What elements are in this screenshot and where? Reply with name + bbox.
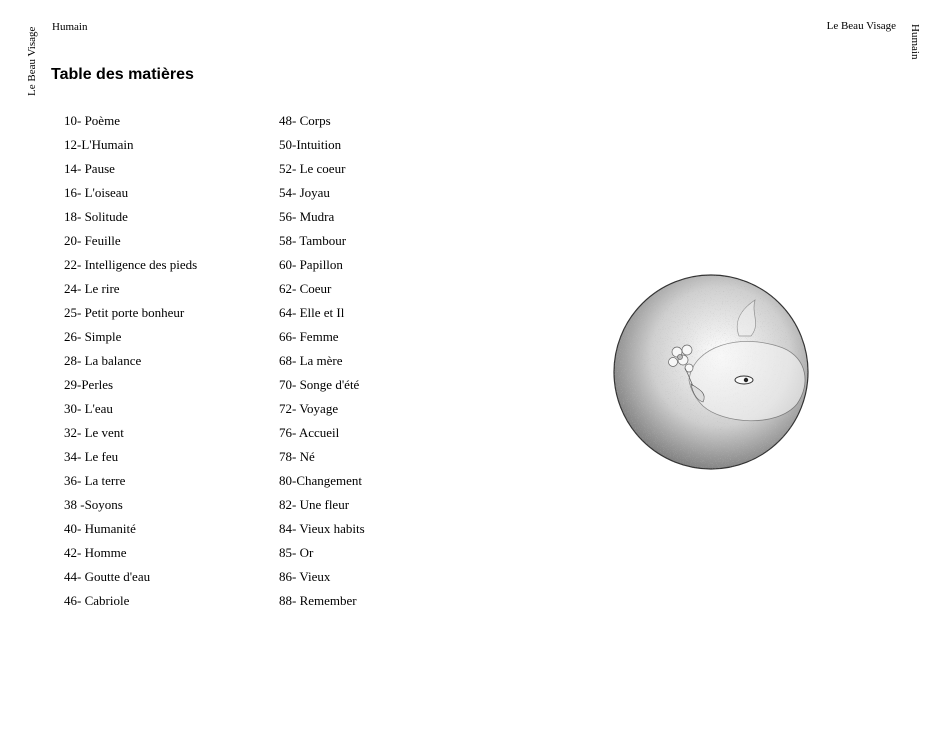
toc-entry: 38 -Soyons	[64, 497, 123, 512]
toc-entry: 36- La terre	[64, 473, 126, 488]
toc-entry: 32- Le vent	[64, 425, 124, 440]
toc-column-2	[279, 112, 365, 616]
toc-entry: 25- Petit porte bonheur	[64, 305, 185, 320]
toc-entry: 44- Goutte d'eau	[64, 569, 151, 584]
toc-entry: 30- L'eau	[64, 401, 113, 416]
toc-entry: 70- Songe d'été	[279, 377, 360, 392]
toc-entry: 84- Vieux habits	[279, 521, 365, 536]
toc-entry: 26- Simple	[64, 329, 122, 344]
side-title-right: Humain	[909, 24, 921, 60]
toc-entry: 20- Feuille	[64, 233, 121, 248]
toc-entry: 12-L'Humain	[64, 137, 134, 152]
toc-entry: 82- Une fleur	[279, 497, 350, 512]
toc-entry: 28- La balance	[64, 353, 142, 368]
toc-entry: 56- Mudra	[279, 209, 335, 224]
toc-entry: 78- Né	[279, 449, 315, 464]
toc-entry: 34- Le feu	[64, 449, 119, 464]
toc-entry: 88- Remember	[279, 593, 357, 608]
toc-entry: 16- L'oiseau	[64, 185, 129, 200]
page-title: Table des matières	[51, 66, 194, 83]
toc-entry: 50-Intuition	[279, 137, 342, 152]
toc-entry: 52- Le coeur	[279, 161, 346, 176]
side-title-left: Le Beau Visage	[26, 26, 38, 96]
toc-entry: 68- La mère	[279, 353, 343, 368]
toc-entry: 42- Homme	[64, 545, 127, 560]
toc-entry: 40- Humanité	[64, 521, 136, 536]
toc-entry: 14- Pause	[64, 161, 115, 176]
toc-entry: 64- Elle et Il	[279, 305, 345, 320]
bird-illustration	[611, 272, 811, 472]
toc-entry: 72- Voyage	[279, 401, 339, 416]
toc-entry: 18- Solitude	[64, 209, 128, 224]
toc-entry: 54- Joyau	[279, 185, 330, 200]
toc-entry: 76- Accueil	[279, 425, 340, 440]
toc-column-1	[64, 112, 197, 616]
toc-entry: 24- Le rire	[64, 281, 120, 296]
toc-entry: 58- Tambour	[279, 233, 347, 248]
toc-entry: 48- Corps	[279, 113, 331, 128]
toc-entry: 46- Cabriole	[64, 593, 130, 608]
toc-entry: 85- Or	[279, 545, 314, 560]
toc-entry: 86- Vieux	[279, 569, 331, 584]
toc-entry: 22- Intelligence des pieds	[64, 257, 198, 272]
toc-entry: 10- Poème	[64, 113, 120, 128]
toc-entry: 66- Femme	[279, 329, 339, 344]
toc-entry: 29-Perles	[64, 377, 114, 392]
toc-entry: 62- Coeur	[279, 281, 332, 296]
toc-entry: 60- Papillon	[279, 257, 343, 272]
running-header-right: Le Beau Visage	[826, 20, 896, 32]
toc-entry: 80-Changement	[279, 473, 363, 488]
running-header-left: Humain	[52, 21, 88, 33]
